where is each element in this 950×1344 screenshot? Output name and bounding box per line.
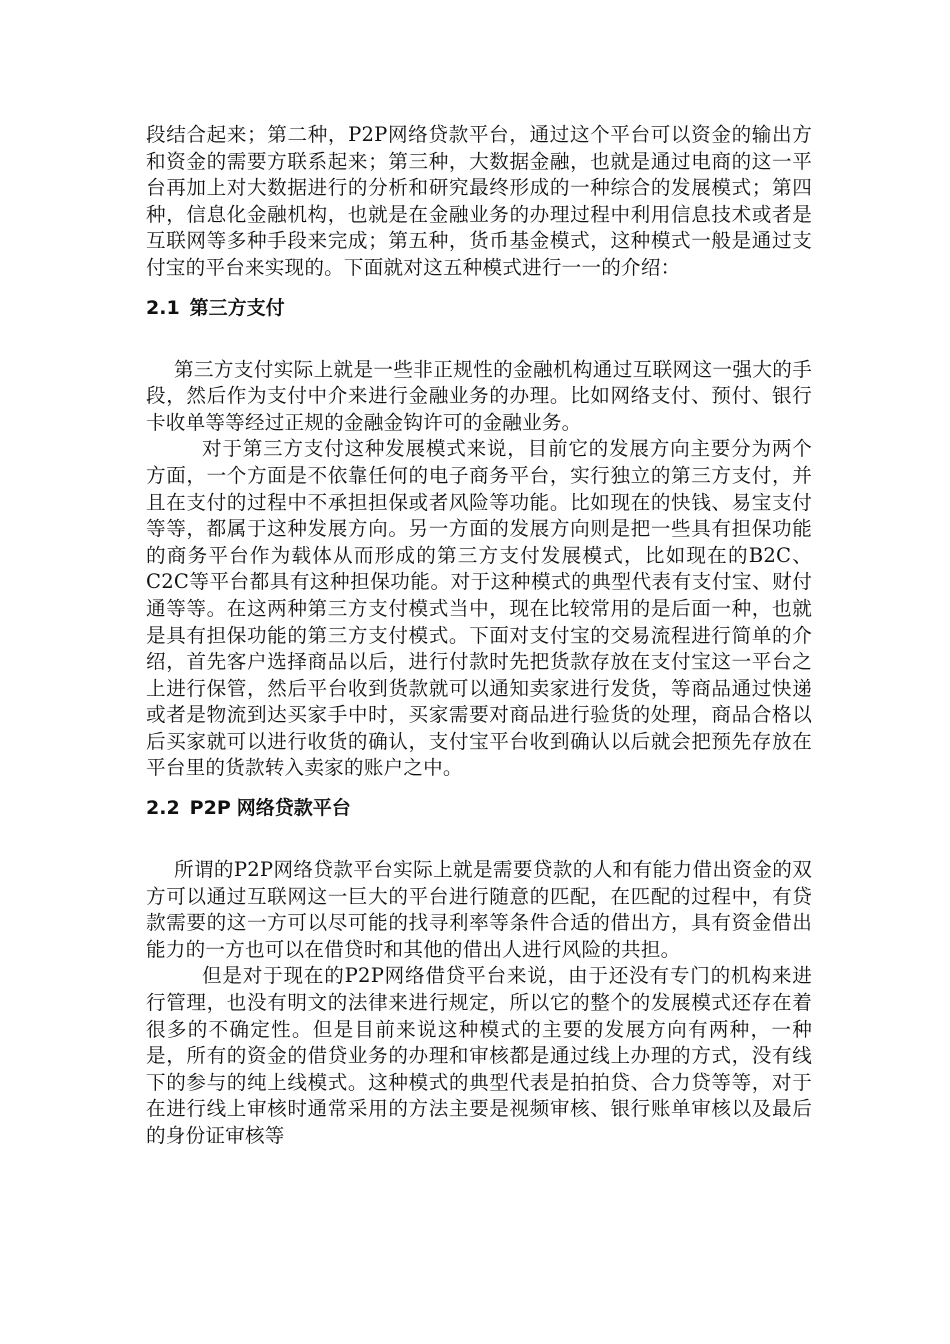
section-number: 2.1 [146,296,180,319]
section-heading-2-1 [146,295,812,321]
section-2-1-paragraph-2: 对于第三方支付这种发展模式来说，目前它的发展方向主要分为两个方面，一个方面是不依靠任何的电子商务平台，实行独立的第三方支付，并且在支付的过程中不承担担保或者风险等功能。比如现在的快钱、易宝支付等等，都属于这种发展方向。另一方面的发展方向则是把一些具有担保功能的商务平台作为载体从而形成的第三方支付发展模式，比如现在的B2C、C2C等平台都具有这种担保功能。对于这种模式的典型代表有支付宝、财付通等等。在这两种第三方支付模式当中，现在比较常用的是后面一种，也就是具有担保功能的第三方支付模式。下面对支付宝的交易流程进行简单的介绍，首先客户选择商品以后，进行付款时先把货款存放在支付宝这一平台之上进行保管，然后平台收到货款就可以通知卖家进行发货，等商品通过快递或者是物流到达买家手中时，买家需要对商品进行验货的处理，商品合格以后买家就可以进行收货的确认，支付宝平台收到确认以后就会把预先存放在平台里的货款转入卖家的账户之中。 [146,437,812,780]
section-2-2-paragraph-2: 但是对于现在的P2P网络借贷平台来说，由于还没有专门的机构来进行管理，也没有明文的法律来进行规定，所以它的整个的发展模式还存在着很多的不确定性。但是目前来说这种模式的主要的发展方向有两种，一种是，所有的资金的借贷业务的办理和审核都是通过线上办理的方式，没有线下的参与的纯上线模式。这种模式的典型代表是拍拍贷、合力贷等等，对于在进行线上审核时通常采用的方法主要是视频审核、银行账单审核以及最后的身份证审核等 [146,964,812,1147]
section-heading-2-2 [146,795,812,821]
section-2-1-paragraph-1: 第三方支付实际上就是一些非正规性的金融机构通过互联网这一强大的手段，然后作为支付中介来进行金融业务的办理。比如网络支付、预付、银行卡收单等等经过正规的金融金钩许可的金融业务。 [146,357,812,434]
section-2-2-paragraph-1: 所谓的P2P网络贷款平台实际上就是需要贷款的人和有能力借出资金的双方可以通过互联网这一巨大的平台进行随意的匹配，在匹配的过程中，有贷款需要的这一方可以尽可能的找寻利率等条件合适的借出方，具有资金借出能力的一方也可以在借贷时和其他的借出人进行风险的共担。 [146,858,812,961]
section-title: 第三方支付 [189,296,285,319]
section-title: 网络贷款平台 [236,797,351,820]
section-title-prefix: P2P [189,797,231,820]
document-page [146,122,812,1150]
section-number: 2.2 [146,797,180,820]
intro-paragraph: 段结合起来；第二种，P2P网络贷款平台，通过这个平台可以资金的输出方和资金的需要方联系起来；第三种，大数据金融，也就是通过电商的这一平台再加上对大数据进行的分析和研究最终形成的一种综合的发展模式；第四种，信息化金融机构，也就是在金融业务的办理过程中利用信息技术或者是互联网等多种手段来完成；第五种，货币基金模式，这种模式一般是通过支付宝的平台来实现的。下面就对这五种模式进行一一的介绍： [146,123,812,279]
